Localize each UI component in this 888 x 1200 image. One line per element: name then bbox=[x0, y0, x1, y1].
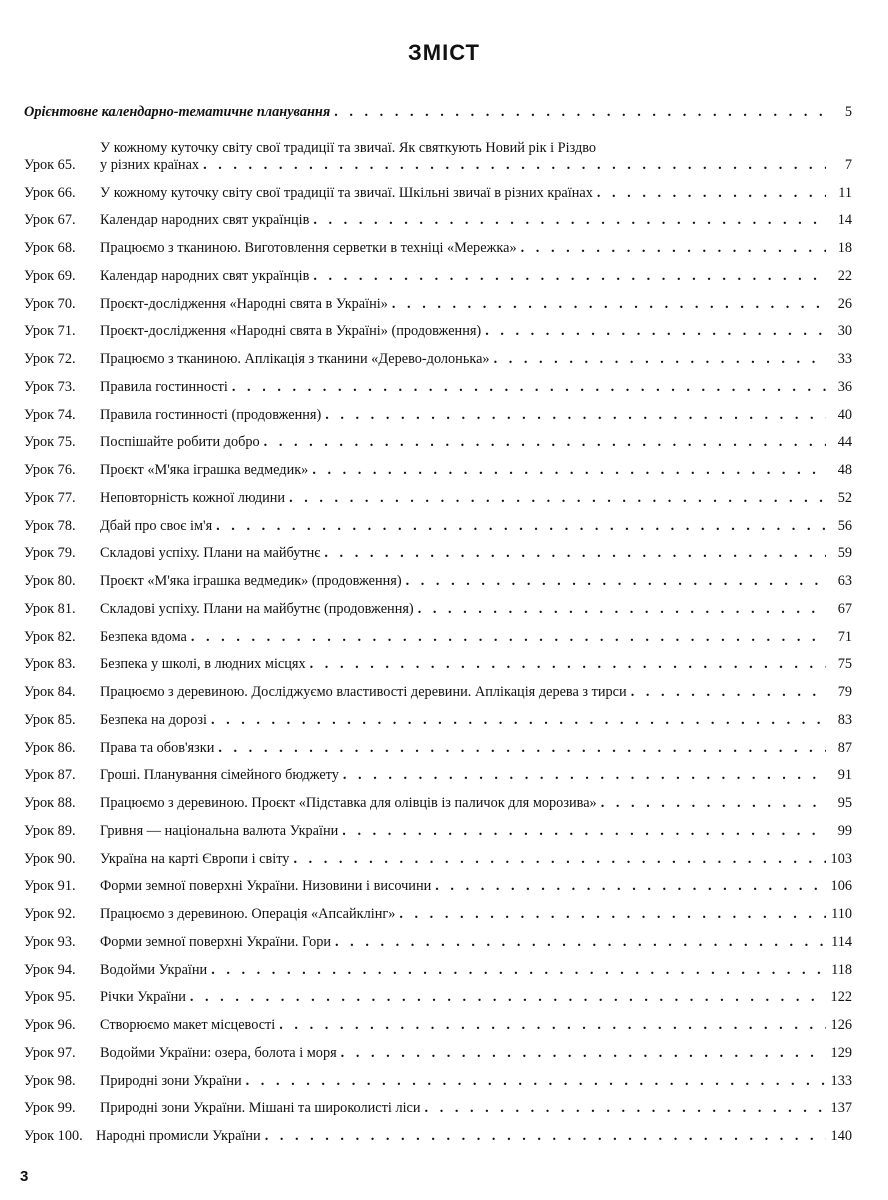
toc-page-number: 114 bbox=[831, 933, 852, 950]
dot-leader bbox=[601, 795, 826, 812]
dot-leader bbox=[203, 157, 826, 174]
toc-entry-title: Календар народних свят українців bbox=[100, 212, 310, 229]
lesson-label: Урок 72. bbox=[24, 351, 76, 367]
dot-leader bbox=[597, 185, 826, 202]
toc-entry bbox=[24, 618, 852, 646]
toc-entry bbox=[24, 868, 852, 896]
lesson-label: Урок 95. bbox=[24, 989, 76, 1006]
lesson-label: Урок 80. bbox=[24, 573, 76, 589]
toc-entry bbox=[24, 757, 852, 785]
toc-page-number: 14 bbox=[837, 212, 852, 229]
toc-page-number: 95 bbox=[837, 795, 852, 811]
toc-entry bbox=[24, 479, 852, 507]
toc-entry bbox=[24, 1090, 852, 1118]
toc-page-number: 79 bbox=[837, 684, 852, 700]
toc-entry bbox=[24, 923, 852, 951]
lesson-label: Урок 66. bbox=[24, 184, 76, 201]
toc-entry bbox=[24, 424, 852, 452]
toc-entry bbox=[24, 701, 852, 729]
dot-leader bbox=[425, 1100, 826, 1117]
toc-entry bbox=[24, 229, 852, 257]
dot-leader bbox=[485, 323, 826, 340]
lesson-label: Урок 93. bbox=[24, 933, 76, 950]
toc-entry bbox=[24, 562, 852, 590]
toc-page-number: 11 bbox=[838, 184, 852, 201]
toc-entry-title: Неповторність кожної людини bbox=[100, 489, 286, 506]
toc-page-number: 36 bbox=[837, 378, 852, 395]
lesson-label: Урок 96. bbox=[24, 1017, 76, 1033]
toc-entry-intro bbox=[24, 93, 852, 121]
dot-leader bbox=[293, 851, 826, 868]
dot-leader bbox=[218, 740, 826, 757]
toc-page-number: 40 bbox=[837, 406, 852, 423]
dot-leader bbox=[191, 629, 826, 646]
toc-page-number: 106 bbox=[830, 878, 852, 895]
lesson-label: Урок 78. bbox=[24, 517, 76, 534]
toc-entry-title: Водойми України: озера, болота і моря bbox=[100, 1044, 337, 1061]
table-of-contents bbox=[24, 93, 852, 1145]
toc-entry bbox=[24, 673, 852, 701]
lesson-label: Урок 81. bbox=[24, 600, 76, 617]
toc-entry-title: У кожному куточку світу свої традиції та звичаї. Шкільні звичаї в різних країнах bbox=[100, 184, 593, 201]
toc-entry-title: Працюємо з деревиною. Операція «Апсайклінг» bbox=[100, 906, 396, 922]
dot-leader bbox=[325, 407, 826, 424]
toc-entry-title-line: У кожному куточку світу свої традиції та звичаї. Як святкують Новий рік і Різдво bbox=[100, 139, 597, 156]
toc-entry-title: Календар народних свят українців bbox=[100, 267, 310, 284]
toc-page-number: 44 bbox=[837, 434, 852, 451]
toc-page-number: 33 bbox=[837, 351, 852, 367]
dot-leader bbox=[211, 712, 826, 729]
lesson-label: Урок 71. bbox=[24, 323, 76, 340]
lesson-label: Урок 84. bbox=[24, 684, 76, 700]
dot-leader bbox=[264, 434, 826, 451]
toc-page-number: 22 bbox=[837, 267, 852, 284]
toc-page-number: 71 bbox=[837, 628, 852, 645]
toc-entry-title: Працюємо з деревиною. Проєкт «Підставка для олівців із паличок для морозива» bbox=[100, 795, 597, 811]
lesson-label: Урок 77. bbox=[24, 489, 76, 506]
dot-leader bbox=[521, 240, 826, 257]
toc-entry bbox=[24, 368, 852, 396]
toc-page-number: 59 bbox=[837, 545, 852, 562]
toc-entry-title: Природні зони України bbox=[100, 1072, 242, 1089]
toc-entry bbox=[24, 951, 852, 979]
dot-leader bbox=[232, 379, 826, 396]
lesson-label: Урок 65. bbox=[24, 156, 76, 173]
dot-leader bbox=[494, 351, 826, 368]
toc-entry bbox=[24, 979, 852, 1007]
toc-page-number: 26 bbox=[837, 295, 852, 312]
toc-entry-title: Поспішайте робити добро bbox=[100, 434, 260, 451]
toc-entry bbox=[24, 784, 852, 812]
dot-leader bbox=[341, 1045, 826, 1062]
toc-entry-title: Гривня — національна валюта України bbox=[100, 822, 339, 839]
toc-page-number: 30 bbox=[837, 323, 852, 340]
dot-leader bbox=[343, 767, 826, 784]
lesson-label: Урок 99. bbox=[24, 1100, 76, 1117]
toc-page-number: 48 bbox=[837, 462, 852, 478]
dot-leader bbox=[289, 490, 826, 507]
dot-leader bbox=[313, 212, 826, 229]
dot-leader bbox=[335, 934, 826, 951]
toc-page-number: 52 bbox=[837, 489, 852, 506]
toc-page-number: 103 bbox=[830, 850, 852, 867]
toc-entry-title: Працюємо з деревиною. Досліджуємо властивості деревини. Аплікація дерева з тирси bbox=[100, 684, 627, 700]
dot-leader bbox=[418, 601, 826, 618]
lesson-label: Урок 92. bbox=[24, 906, 76, 922]
toc-entry-title: Проєкт «М'яка іграшка ведмедик» (продовження) bbox=[100, 573, 402, 589]
toc-entry-title: у різних країнах bbox=[100, 156, 200, 173]
lesson-label: Урок 94. bbox=[24, 961, 76, 978]
dot-leader bbox=[392, 296, 826, 313]
lesson-label: Урок 69. bbox=[24, 267, 76, 284]
toc-entry bbox=[24, 646, 852, 674]
toc-entry bbox=[24, 340, 852, 368]
toc-entry-title: Безпека вдома bbox=[100, 628, 187, 645]
page-number: 3 bbox=[20, 1168, 29, 1185]
toc-entry bbox=[24, 1117, 852, 1145]
toc-entry-title: Складові успіху. Плани на майбутнє (продовження) bbox=[100, 600, 414, 617]
dot-leader bbox=[312, 462, 826, 479]
lesson-label: Урок 97. bbox=[24, 1044, 76, 1061]
toc-page-number: 140 bbox=[830, 1128, 852, 1144]
page-title: ЗМІСТ bbox=[408, 40, 480, 65]
toc-entry-title: Створюємо макет місцевості bbox=[100, 1017, 276, 1033]
lesson-label: Урок 76. bbox=[24, 462, 76, 478]
toc-entry-title: Форми земної поверхні України. Низовини і височини bbox=[100, 878, 432, 895]
toc-entry bbox=[24, 1034, 852, 1062]
lesson-label: Урок 79. bbox=[24, 545, 76, 562]
toc-page-number: 91 bbox=[837, 767, 852, 784]
toc-entry-title: Працюємо з тканиною. Аплікація з тканини «Дерево-долонька» bbox=[100, 351, 490, 367]
toc-entry bbox=[24, 895, 852, 923]
toc-entry-title: Проєкт «М'яка іграшка ведмедик» bbox=[100, 462, 309, 478]
toc-entry bbox=[24, 729, 852, 757]
toc-entry-title: Гроші. Планування сімейного бюджету bbox=[100, 767, 339, 784]
lesson-label: Урок 68. bbox=[24, 240, 76, 256]
toc-entry bbox=[24, 535, 852, 563]
lesson-label: Урок 67. bbox=[24, 212, 76, 229]
toc-entry-title: Україна на карті Європи і світу bbox=[100, 850, 290, 867]
toc-page-number: 7 bbox=[844, 156, 852, 173]
toc-page-number: 56 bbox=[837, 517, 852, 534]
toc-page-number: 137 bbox=[830, 1100, 852, 1117]
toc-entry bbox=[24, 121, 852, 174]
toc-page-number: 122 bbox=[830, 989, 852, 1006]
toc-page-number: 133 bbox=[830, 1072, 852, 1089]
dot-leader bbox=[435, 878, 826, 895]
dot-leader bbox=[310, 656, 826, 673]
toc-entry bbox=[24, 1006, 852, 1034]
lesson-label: Урок 98. bbox=[24, 1072, 76, 1089]
toc-entry bbox=[24, 174, 852, 202]
lesson-label: Урок 100. bbox=[24, 1128, 83, 1144]
toc-page-number: 118 bbox=[831, 961, 852, 978]
lesson-label: Урок 70. bbox=[24, 295, 76, 312]
toc-entry-title: Проєкт-дослідження «Народні свята в Україні» bbox=[100, 295, 388, 312]
toc-page-number: 67 bbox=[837, 600, 852, 617]
dot-leader bbox=[406, 573, 826, 590]
toc-entry-title: Дбай про своє ім'я bbox=[100, 517, 213, 534]
dot-leader bbox=[279, 1017, 826, 1034]
lesson-label: Урок 82. bbox=[24, 628, 76, 645]
lesson-label: Урок 87. bbox=[24, 767, 76, 784]
toc-entry bbox=[24, 812, 852, 840]
toc-page-number: 83 bbox=[837, 711, 852, 728]
toc-entry-title: Складові успіху. Плани на майбутнє bbox=[100, 545, 321, 562]
dot-leader bbox=[631, 684, 826, 701]
toc-entry-title: Проєкт-дослідження «Народні свята в Україні» (продовження) bbox=[100, 323, 482, 340]
lesson-label: Урок 91. bbox=[24, 878, 76, 895]
toc-entry-title: Природні зони України. Мішані та широколисті ліси bbox=[100, 1100, 421, 1117]
toc-entry-title: Безпека на дорозі bbox=[100, 711, 207, 728]
toc-page-number: 110 bbox=[831, 906, 852, 922]
dot-leader bbox=[334, 104, 826, 121]
toc-entry bbox=[24, 313, 852, 341]
lesson-label: Урок 73. bbox=[24, 378, 76, 395]
toc-entry-title: Водойми України bbox=[100, 961, 208, 978]
lesson-label: Урок 85. bbox=[24, 711, 76, 728]
toc-entry-title: Безпека у школі, в людних місцях bbox=[100, 656, 306, 673]
dot-leader bbox=[324, 545, 826, 562]
toc-entry-title: Народні промисли України bbox=[96, 1128, 261, 1144]
toc-entry bbox=[24, 257, 852, 285]
toc-entry bbox=[24, 590, 852, 618]
dot-leader bbox=[399, 906, 826, 923]
toc-entry-title: Правила гостинності (продовження) bbox=[100, 406, 322, 423]
toc-entry bbox=[24, 202, 852, 230]
toc-entry-title: Форми земної поверхні України. Гори bbox=[100, 933, 332, 950]
lesson-label: Урок 90. bbox=[24, 850, 76, 867]
toc-page-number: 87 bbox=[837, 739, 852, 756]
lesson-label: Урок 88. bbox=[24, 795, 76, 811]
lesson-label: Урок 74. bbox=[24, 406, 76, 423]
toc-page-number: 126 bbox=[830, 1017, 852, 1033]
toc-entry bbox=[24, 451, 852, 479]
toc-entry bbox=[24, 507, 852, 535]
toc-entry-title: Орієнтовне календарно-тематичне планування bbox=[24, 103, 331, 120]
toc-entry-title: Права та обов'язки bbox=[100, 739, 215, 756]
lesson-label: Урок 86. bbox=[24, 739, 76, 756]
dot-leader bbox=[313, 268, 826, 285]
dot-leader bbox=[246, 1073, 826, 1090]
toc-page-number: 99 bbox=[837, 822, 852, 839]
toc-entry-title: Працюємо з тканиною. Виготовлення серветки в техніці «Мережка» bbox=[100, 240, 517, 256]
dot-leader bbox=[211, 962, 826, 979]
lesson-label: Урок 75. bbox=[24, 434, 76, 451]
dot-leader bbox=[342, 823, 826, 840]
toc-page-number: 129 bbox=[830, 1044, 852, 1061]
toc-entry bbox=[24, 840, 852, 868]
toc-page-number: 5 bbox=[844, 103, 852, 120]
toc-entry bbox=[24, 396, 852, 424]
toc-entry-title: Річки України bbox=[100, 989, 186, 1006]
toc-page-number: 63 bbox=[837, 573, 852, 589]
toc-entry bbox=[24, 1062, 852, 1090]
lesson-label: Урок 83. bbox=[24, 656, 76, 673]
toc-page-number: 75 bbox=[837, 656, 852, 673]
dot-leader bbox=[190, 989, 826, 1006]
lesson-label: Урок 89. bbox=[24, 822, 76, 839]
toc-entry-title: Правила гостинності bbox=[100, 378, 228, 395]
dot-leader bbox=[216, 518, 826, 535]
lesson-list bbox=[24, 121, 852, 1145]
toc-entry bbox=[24, 285, 852, 313]
toc-page-number: 18 bbox=[837, 240, 852, 256]
dot-leader bbox=[265, 1128, 826, 1145]
